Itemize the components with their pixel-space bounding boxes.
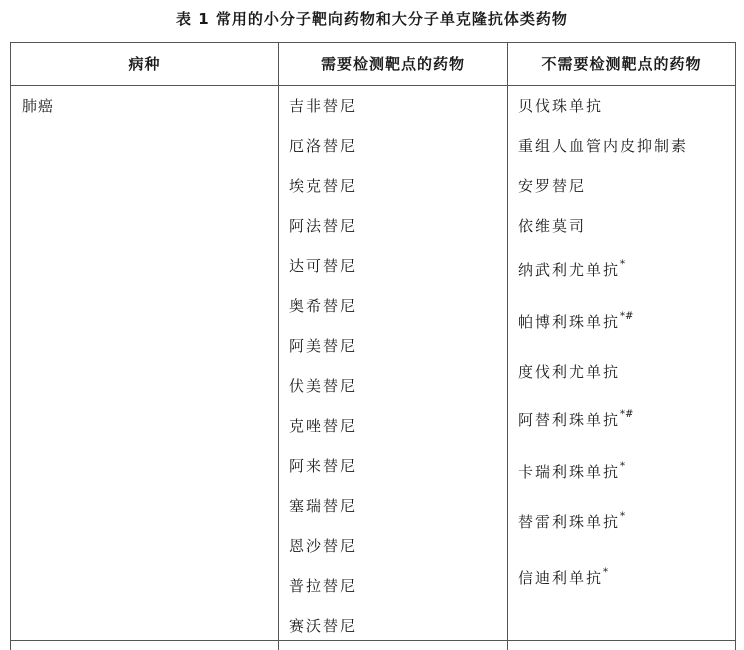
no-test-drug-item bbox=[518, 175, 586, 196]
drug-name: 度伐利尤单抗 bbox=[518, 363, 621, 381]
header-disease: 病种 bbox=[128, 55, 161, 73]
footnote-mark: * bbox=[620, 511, 626, 522]
needs-test-drug-item: 恩沙替尼 bbox=[289, 537, 358, 555]
footnote-mark: * bbox=[603, 567, 609, 578]
needs-test-drug-item: 塞瑞替尼 bbox=[289, 497, 358, 515]
no-test-drug-item bbox=[518, 409, 633, 430]
drug-name: 纳武利尤单抗 bbox=[518, 261, 621, 279]
needs-test-drug-item: 阿来替尼 bbox=[289, 457, 358, 475]
needs-test-drug-item: 达可替尼 bbox=[289, 257, 358, 275]
footnote-mark: *# bbox=[620, 311, 634, 322]
drug-name: 替雷利珠单抗 bbox=[518, 513, 621, 531]
needs-test-drug-item: 厄洛替尼 bbox=[289, 137, 358, 155]
no-test-drug-item bbox=[518, 135, 688, 156]
footnote-mark: * bbox=[620, 461, 626, 472]
needs-test-drug-item: 埃克替尼 bbox=[289, 177, 358, 195]
disease-cell: 肺癌 bbox=[22, 97, 55, 115]
needs-test-drug-item: 吉非替尼 bbox=[289, 97, 358, 115]
drug-name: 依维莫司 bbox=[518, 217, 587, 235]
drug-name: 安罗替尼 bbox=[518, 177, 587, 195]
footnote-mark: * bbox=[620, 259, 626, 270]
drug-name: 重组人血管内皮抑制素 bbox=[518, 137, 689, 155]
drug-name: 阿替利珠单抗 bbox=[518, 411, 621, 429]
drug-name: 信迪利单抗 bbox=[518, 569, 604, 587]
needs-test-drug-item: 奥希替尼 bbox=[289, 297, 358, 315]
needs-test-drug-item: 赛沃替尼 bbox=[289, 617, 358, 635]
table-caption: 表 1 常用的小分子靶向药物和大分子单克隆抗体类药物 bbox=[176, 10, 568, 28]
needs-test-drug-item: 伏美替尼 bbox=[289, 377, 358, 395]
no-test-drug-item bbox=[518, 511, 625, 532]
needs-test-drug-item: 克唑替尼 bbox=[289, 417, 358, 435]
needs-test-drug-item: 阿法替尼 bbox=[289, 217, 358, 235]
column-divider bbox=[507, 43, 508, 650]
needs-test-drug-item: 阿美替尼 bbox=[289, 337, 358, 355]
no-test-drug-item bbox=[518, 461, 625, 482]
header-needs-test: 需要检测靶点的药物 bbox=[320, 55, 465, 73]
no-test-drug-item bbox=[518, 311, 633, 332]
drug-name: 帕博利珠单抗 bbox=[518, 313, 621, 331]
no-test-drug-item bbox=[518, 361, 620, 382]
drug-table bbox=[10, 42, 736, 650]
no-test-drug-item bbox=[518, 215, 586, 236]
row-divider bbox=[11, 640, 735, 641]
drug-name: 卡瑞利珠单抗 bbox=[518, 463, 621, 481]
no-test-drug-item bbox=[518, 259, 625, 280]
header-no-test: 不需要检测靶点的药物 bbox=[541, 55, 702, 73]
no-test-drug-item bbox=[518, 95, 603, 116]
no-test-drug-item bbox=[518, 567, 608, 588]
footnote-mark: *# bbox=[620, 409, 634, 420]
column-divider bbox=[278, 43, 279, 650]
table-header-row bbox=[11, 43, 735, 86]
needs-test-drug-item: 普拉替尼 bbox=[289, 577, 358, 595]
drug-name: 贝伐珠单抗 bbox=[518, 97, 604, 115]
